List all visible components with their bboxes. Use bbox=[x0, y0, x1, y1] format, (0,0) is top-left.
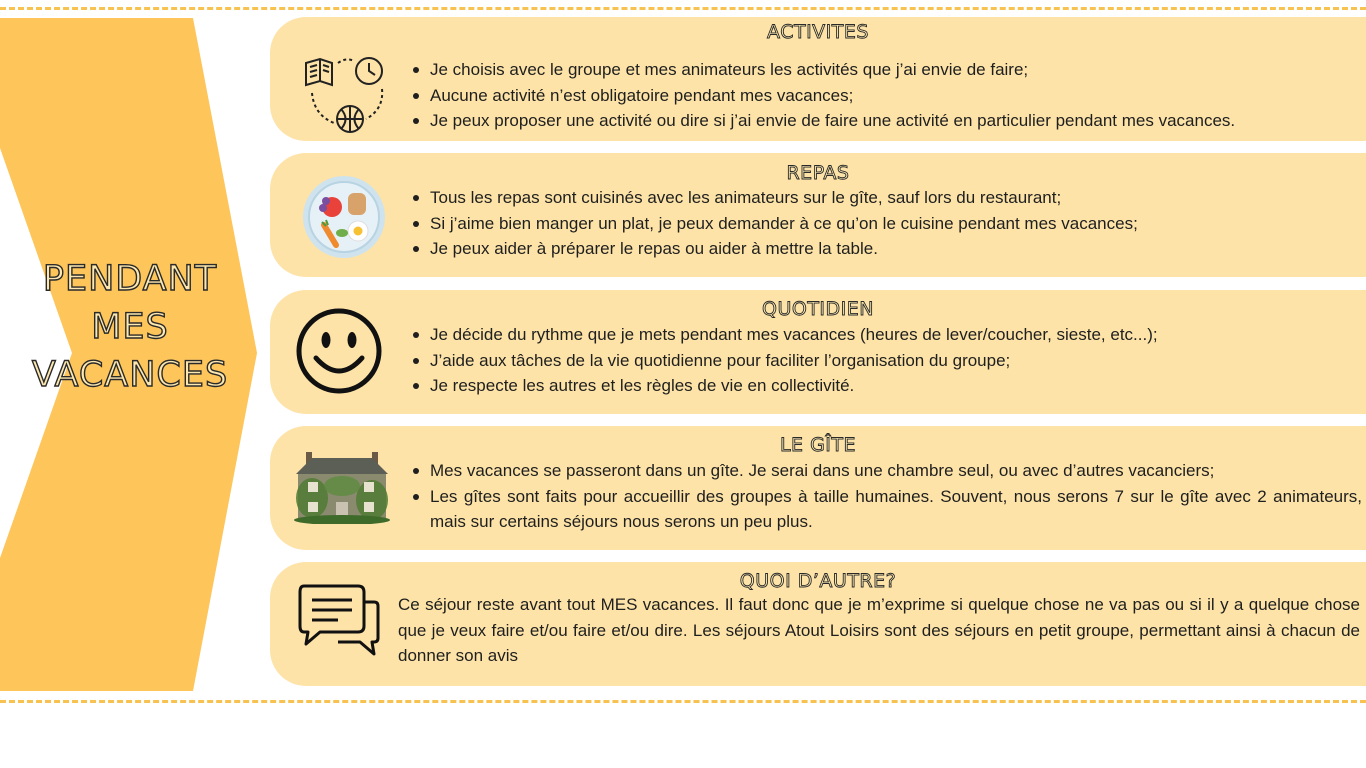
activites-list bbox=[410, 57, 1362, 134]
cottage-icon bbox=[292, 448, 392, 524]
activities-icon bbox=[294, 53, 386, 137]
sidebar-title bbox=[10, 255, 250, 399]
section-quotidien bbox=[270, 290, 1366, 414]
section-title: QUOTIDIEN bbox=[762, 298, 874, 320]
list-item: Aucune activité n’est obligatoire pendant mes vacances; bbox=[410, 83, 1362, 109]
list-item: Si j’aime bien manger un plat, je peux demander à ce qu’on le cuisine pendant mes vacances; bbox=[410, 211, 1362, 237]
list-item: Je choisis avec le groupe et mes animateurs les activités que j’ai envie de faire; bbox=[410, 57, 1362, 83]
list-item: Tous les repas sont cuisinés avec les animateurs sur le gîte, sauf lors du restaurant; bbox=[410, 185, 1362, 211]
sidebar-title-line: MES bbox=[91, 307, 169, 347]
bottom-dashed-divider bbox=[0, 700, 1366, 703]
list-item: Je respecte les autres et les règles de vie en collectivité. bbox=[410, 373, 1362, 399]
smiley-icon bbox=[294, 306, 384, 396]
chat-bubbles-icon bbox=[298, 582, 382, 658]
list-item: Je peux proposer une activité ou dire si j’ai envie de faire une activité en particulier pendant mes vacances. bbox=[410, 108, 1362, 134]
le-gite-list bbox=[410, 458, 1362, 535]
list-item: Je peux aider à préparer le repas ou aider à mettre la table. bbox=[410, 236, 1362, 262]
list-item: Je décide du rythme que je mets pendant mes vacances (heures de lever/coucher, sieste, etc...); bbox=[410, 322, 1362, 348]
meal-plate-icon bbox=[302, 175, 386, 259]
section-title: QUOI D’AUTRE? bbox=[739, 570, 897, 592]
list-item: J’aide aux tâches de la vie quotidienne pour faciliter l’organisation du groupe; bbox=[410, 348, 1362, 374]
section-title: REPAS bbox=[786, 162, 850, 184]
section-activites bbox=[270, 17, 1366, 141]
sidebar-title-line: VACANCES bbox=[31, 355, 229, 395]
section-quoi-dautre bbox=[270, 562, 1366, 686]
list-item: Les gîtes sont faits pour accueillir des groupes à taille humaines. Souvent, nous serons 7 sur le gîte avec 2 animateurs, mais sur certains séjours nous serons un peu plus. bbox=[410, 484, 1362, 535]
quoi-dautre-paragraph: Ce séjour reste avant tout MES vacances. Il faut donc que je m’exprime si quelque chose ne va pas ou si il y a quelque chose que je veux faire et/ou faire et/ou dire. Les séjours Atout Loisirs sont des séjours en petit groupe, permettant ainsi à chacun de donner son avis bbox=[398, 595, 1360, 665]
section-title: LE GÎTE bbox=[779, 434, 857, 456]
quotidien-list bbox=[410, 322, 1362, 399]
section-title: ACTIVITES bbox=[767, 21, 869, 43]
top-dashed-divider bbox=[0, 7, 1366, 10]
sidebar-title-line: PENDANT bbox=[42, 259, 218, 299]
section-le-gite bbox=[270, 426, 1366, 550]
section-repas bbox=[270, 153, 1366, 277]
list-item: Mes vacances se passeront dans un gîte. Je serai dans une chambre seul, ou avec d’autres vacanciers; bbox=[410, 458, 1362, 484]
repas-list bbox=[410, 185, 1362, 262]
